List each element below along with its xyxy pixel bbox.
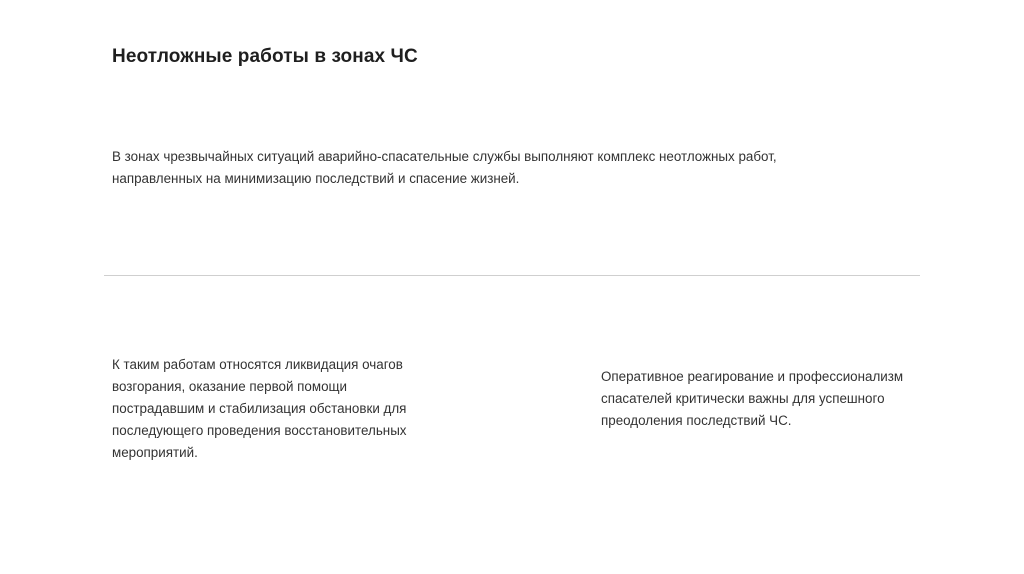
right-column-text: Оперативное реагирование и профессионализм спасателей критически важны для успешного преодоления последствий ЧС. [601, 369, 904, 428]
section-divider [104, 275, 920, 276]
intro-paragraph: В зонах чрезвычайных ситуаций аварийно-спасательные службы выполняют комплекс неотложных работ, направленных на минимизацию последствий и спасение жизней. [112, 149, 777, 186]
slide-title: Неотложные работы в зонах ЧС [112, 46, 418, 67]
left-column-text: К таким работам относятся ликвидация очагов возгорания, оказание первой помощи пострадавшим и стабилизация обстановки для последующего проведения восстановительных мероприятий. [112, 357, 407, 460]
